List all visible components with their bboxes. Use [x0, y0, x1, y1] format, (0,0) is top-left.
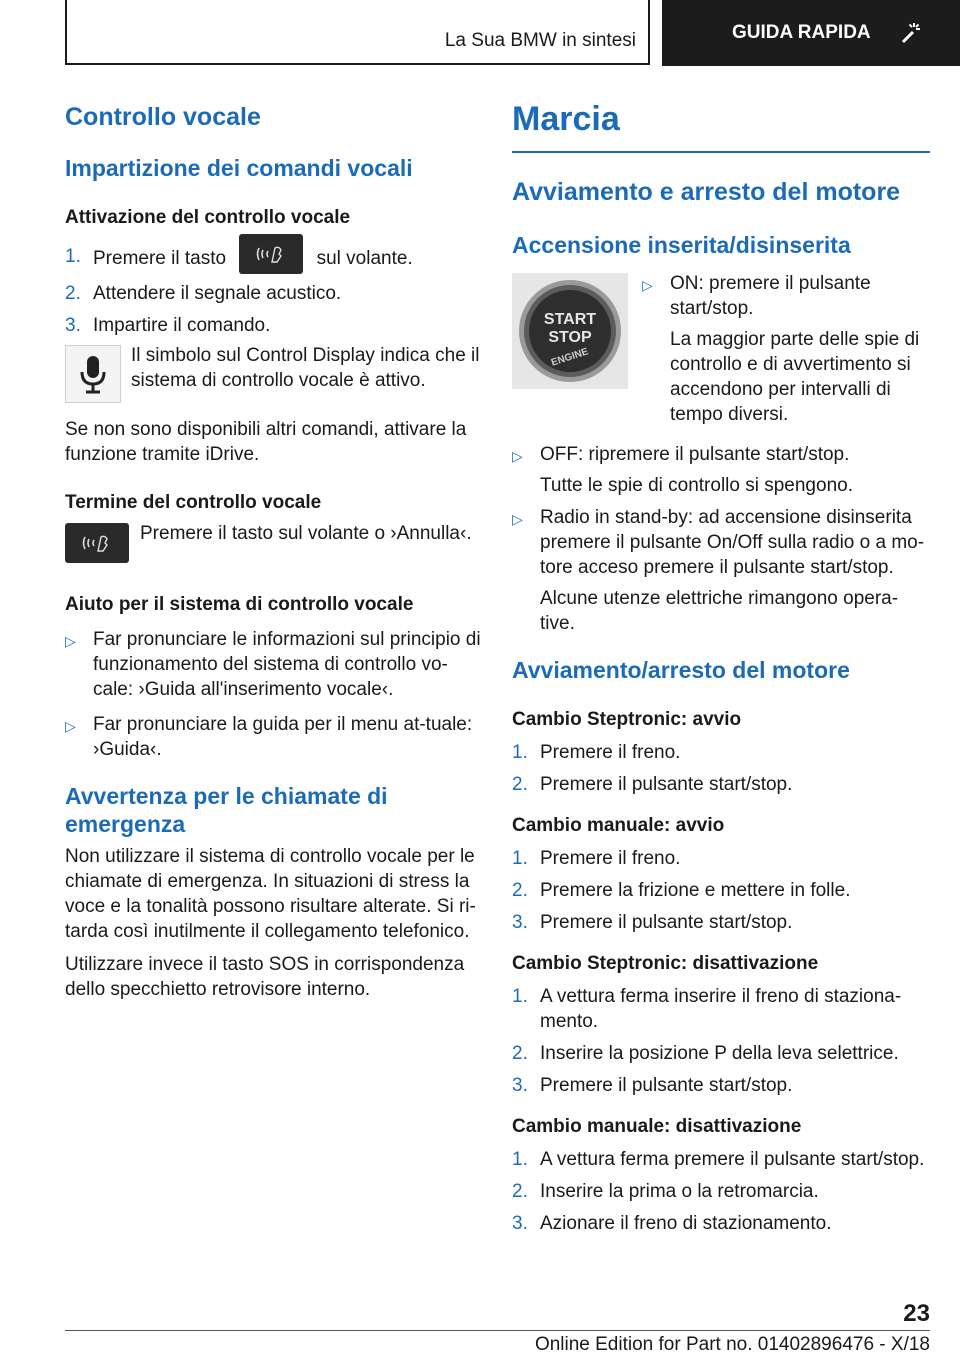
step-text: Premere il freno.: [540, 742, 681, 763]
list-item: [512, 772, 930, 797]
start-stop-button-image: [512, 273, 628, 389]
section-title-avviamento: Avviamento e arresto del motore: [512, 178, 901, 206]
step-text: Premere il pulsante start/stop.: [540, 774, 793, 795]
step-number: 1.: [512, 848, 528, 869]
heading-aiuto: Aiuto per il sistema di controllo vocale: [65, 594, 414, 615]
header-tab-label: GUIDA RAPIDA: [732, 22, 871, 43]
start-stop-figure: [512, 273, 930, 434]
list-item: [512, 1179, 930, 1204]
bullet-triangle-icon: ▷: [642, 277, 653, 293]
no-commands-text: Se non sono disponibili altri comandi, attivare la funzione tramite iDrive.: [65, 419, 467, 465]
step-number: 2.: [512, 774, 528, 795]
manuale-avvio-steps: [512, 846, 930, 935]
left-column: [65, 100, 483, 1002]
list-item: [512, 910, 930, 935]
steptronic-dis-steps: [512, 984, 930, 1098]
header-bottom-rule: [65, 63, 650, 65]
chapter-rule: [512, 151, 930, 153]
subsection-title-avvertenza: Avvertenza per le chiamate di emergenza: [65, 783, 388, 837]
list-item: [512, 442, 930, 498]
list-item: [65, 281, 483, 306]
sos-paragraph: Utilizzare invece il tasto SOS in corrispondenza dello specchietto retrovisore interno.: [65, 954, 465, 1000]
step-text-suffix: sul volante.: [316, 248, 413, 270]
list-item: [65, 627, 483, 702]
step-number: 3.: [512, 1075, 528, 1096]
step-text: A vettura ferma inserire il freno di staziona-mento.: [540, 986, 902, 1032]
step-text: Premere il pulsante start/stop.: [540, 912, 793, 933]
bullet-triangle-icon: ▷: [512, 511, 523, 527]
list-note: Tutte le spie di controllo si spengono.: [540, 475, 853, 496]
section-title-controllo-vocale: Controllo vocale: [65, 103, 261, 131]
step-number: 1.: [65, 246, 81, 267]
bullet-triangle-icon: ▷: [65, 633, 76, 649]
microphone-symbol: [65, 345, 121, 403]
symbol-description: Il simbolo sul Control Display indica che il sistema di controllo vocale è attivo.: [131, 345, 480, 391]
activation-steps: [65, 244, 483, 338]
list-text: Far pronunciare la guida per il menu at-tuale: ›Guida‹.: [93, 714, 473, 760]
step-text: Impartire il comando.: [93, 315, 271, 336]
microphone-icon: [78, 354, 108, 394]
step-text: Inserire la prima o la retromarcia.: [540, 1181, 819, 1202]
manuale-dis-steps: [512, 1147, 930, 1236]
step-text: Premere la frizione e mettere in folle.: [540, 880, 851, 901]
wand-icon: [899, 22, 921, 44]
voice-command-icon: [81, 531, 113, 555]
engine-label: ENGINE: [549, 346, 590, 369]
voice-button-image: [239, 234, 303, 274]
header-tab[interactable]: [662, 0, 960, 66]
stop-label: STOP: [548, 329, 592, 346]
step-number: 1.: [512, 986, 528, 1007]
step-number: 2.: [512, 1043, 528, 1064]
list-item: [512, 984, 930, 1034]
step-number: 3.: [512, 912, 528, 933]
step-number: 2.: [512, 1181, 528, 1202]
subsection-title-accensione: Accensione inserita/disinserita: [512, 232, 851, 258]
step-number: 2.: [512, 880, 528, 901]
list-text: ON: premere il pulsante start/stop.: [670, 273, 871, 319]
heading-steptronic-disattivazione: Cambio Steptronic: disattivazione: [512, 953, 819, 974]
on-list: [642, 271, 930, 434]
avvertenza-paragraph: Non utilizzare il sistema di controllo vocale per le chiamate di emergenza. In situazioni di stress la voce e la tonalità possono risultare alterate. Si ri-tarda così inutilmente il collegamento telefonico.: [65, 846, 476, 942]
steptronic-avvio-steps: [512, 740, 930, 797]
step-text: Inserire la posizione P della leva selettrice.: [540, 1043, 899, 1064]
voice-button-image: [65, 523, 129, 563]
header-section-title: La Sua BMW in sintesi: [444, 30, 636, 51]
list-item: [65, 313, 483, 338]
aiuto-list: [65, 627, 483, 762]
heading-manuale-avvio: Cambio manuale: avvio: [512, 815, 725, 836]
heading-steptronic-avvio: Cambio Steptronic: avvio: [512, 709, 742, 730]
step-number: 2.: [65, 283, 81, 304]
list-item: [512, 1073, 930, 1098]
step-number: 3.: [512, 1213, 528, 1234]
list-item: [65, 244, 483, 274]
list-note: La maggior parte delle spie di controllo e di avvertimento si accendono per intervalli di tempo diversi.: [670, 329, 920, 425]
accensione-list: [512, 442, 930, 636]
list-item: [512, 1041, 930, 1066]
bullet-triangle-icon: ▷: [512, 448, 523, 464]
step-number: 1.: [512, 1149, 528, 1170]
header-left-rule: [65, 0, 67, 64]
voice-command-icon: [255, 242, 287, 266]
list-item: [512, 878, 930, 903]
list-text: Far pronunciare le informazioni sul principio di funzionamento del sistema di controllo vo-cale: ›Guida all'inserimento vocale‹.: [93, 629, 481, 700]
list-item: [512, 740, 930, 765]
list-text: OFF: ripremere il pulsante start/stop.: [540, 444, 850, 465]
list-item: [512, 846, 930, 871]
list-item: [642, 271, 930, 427]
list-text: Radio in stand-by: ad accensione disinserita premere il pulsante On/Off sulla radio o a mo-tore acceso premere il pulsante start/stop.: [540, 507, 925, 578]
list-item: [65, 712, 483, 762]
heading-manuale-disattivazione: Cambio manuale: disattivazione: [512, 1116, 802, 1137]
step-text: Premere il pulsante start/stop.: [540, 1075, 793, 1096]
termine-figure: [65, 523, 483, 563]
list-item: [512, 505, 930, 636]
subsection-title-impartizione: Impartizione dei comandi vocali: [65, 155, 413, 181]
step-text: Premere il freno.: [540, 848, 681, 869]
subsection-title-avviamento-arresto: Avviamento/arresto del motore: [512, 657, 850, 683]
step-text: Azionare il freno di stazionamento.: [540, 1213, 832, 1234]
step-text: Premere il tasto: [93, 248, 227, 270]
list-note: Alcune utenze elettriche rimangono opera-tive.: [540, 588, 899, 634]
footer-edition: Online Edition for Part no. 01402896476 - X/18: [534, 1334, 930, 1355]
step-text: A vettura ferma premere il pulsante start/stop.: [540, 1149, 925, 1170]
page-number: 23: [903, 1300, 930, 1327]
bullet-triangle-icon: ▷: [65, 718, 76, 734]
step-number: 3.: [65, 315, 81, 336]
start-label: START: [543, 311, 597, 328]
chapter-title-marcia: Marcia: [512, 100, 620, 138]
step-number: 1.: [512, 742, 528, 763]
start-stop-button-icon: [517, 278, 623, 384]
step-text: Attendere il segnale acustico.: [93, 283, 342, 304]
heading-termine: Termine del controllo vocale: [65, 492, 322, 513]
list-item: [512, 1211, 930, 1236]
footer-rule: [65, 1330, 930, 1331]
right-column: [512, 100, 930, 1243]
symbol-figure: [65, 345, 483, 403]
header-right-rule: [648, 0, 650, 64]
termine-text: Premere il tasto sul volante o ›Annulla‹.: [140, 523, 472, 544]
heading-attivazione: Attivazione del controllo vocale: [65, 207, 351, 228]
list-item: [512, 1147, 930, 1172]
